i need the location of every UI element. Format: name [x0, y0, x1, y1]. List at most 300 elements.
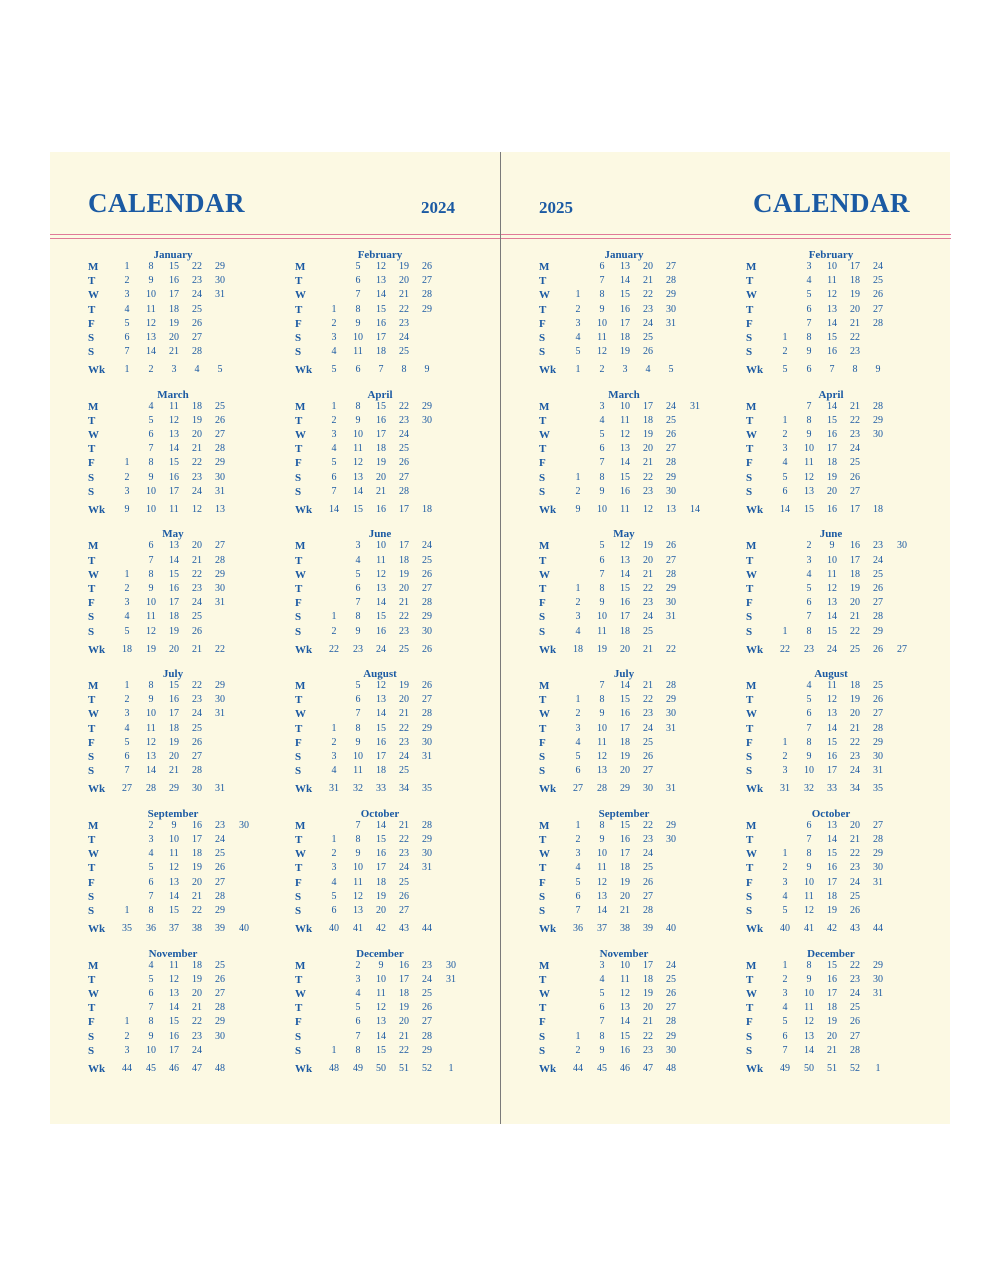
week-number: 4	[645, 364, 651, 376]
day-label: F	[746, 876, 753, 889]
week-label: Wk	[746, 783, 764, 796]
date-cell: 15	[827, 625, 837, 637]
day-row	[539, 471, 719, 485]
month-block	[88, 949, 263, 1079]
week-number: 2	[599, 364, 605, 376]
date-cell: 29	[873, 625, 883, 637]
date-cell: 5	[599, 987, 605, 999]
date-cell: 10	[146, 1044, 156, 1056]
week-number: 52	[850, 1062, 860, 1074]
date-cell: 9	[806, 862, 812, 874]
date-cell: 9	[148, 471, 154, 483]
date-cell: 7	[599, 457, 605, 469]
date-cell: 20	[827, 1030, 837, 1042]
date-cell: 20	[643, 1002, 653, 1014]
date-cell: 23	[399, 414, 409, 426]
day-label: S	[539, 1044, 546, 1057]
day-row	[746, 876, 926, 890]
date-cell: 10	[376, 973, 386, 985]
date-cell: 5	[331, 890, 337, 902]
date-cell: 4	[331, 346, 337, 358]
week-row	[539, 782, 719, 796]
date-cell: 12	[804, 1016, 814, 1028]
date-cell: 18	[827, 890, 837, 902]
day-label: S	[746, 611, 753, 624]
date-cell: 15	[827, 414, 837, 426]
date-cell: 29	[422, 611, 432, 623]
week-row	[539, 643, 719, 657]
date-cell: 14	[827, 722, 837, 734]
date-cell: 30	[422, 414, 432, 426]
month-block	[746, 250, 921, 380]
date-cell: 31	[215, 485, 225, 497]
date-cell: 24	[850, 987, 860, 999]
date-cell: 12	[146, 736, 156, 748]
date-cell: 22	[643, 289, 653, 301]
week-number: 47	[643, 1062, 653, 1074]
date-cell: 29	[873, 414, 883, 426]
date-cell: 26	[643, 751, 653, 763]
day-label: M	[88, 680, 99, 693]
week-number: 50	[376, 1062, 386, 1074]
date-cell: 9	[599, 833, 605, 845]
date-cell: 12	[146, 625, 156, 637]
date-cell: 3	[124, 708, 130, 720]
date-cell: 10	[146, 708, 156, 720]
date-cell: 20	[850, 303, 860, 315]
day-row	[295, 428, 475, 442]
week-number: 40	[329, 923, 339, 935]
month-name: May	[162, 528, 184, 541]
week-number: 40	[780, 923, 790, 935]
date-cell: 2	[782, 751, 788, 763]
date-cell: 7	[806, 833, 812, 845]
day-row	[295, 987, 475, 1001]
date-cell: 30	[422, 736, 432, 748]
date-cell: 20	[643, 261, 653, 272]
day-label: M	[295, 400, 306, 413]
week-row	[88, 922, 268, 936]
month-block	[295, 390, 470, 520]
day-row	[295, 679, 475, 693]
day-row	[746, 414, 926, 428]
date-cell: 26	[422, 568, 432, 580]
date-cell: 25	[643, 736, 653, 748]
month-name: August	[363, 668, 397, 681]
week-row	[295, 1062, 475, 1076]
date-cell: 12	[376, 568, 386, 580]
date-cell: 21	[399, 597, 409, 609]
day-label: S	[746, 751, 753, 764]
date-cell: 23	[850, 346, 860, 358]
date-cell: 23	[643, 708, 653, 720]
planner-spread	[50, 152, 950, 1124]
week-number: 52	[422, 1062, 432, 1074]
date-cell: 3	[355, 540, 361, 552]
day-label: T	[746, 275, 754, 288]
day-row	[746, 568, 926, 582]
day-row	[295, 625, 475, 639]
week-number: 24	[376, 643, 386, 655]
day-label: S	[295, 765, 302, 778]
date-cell: 24	[850, 876, 860, 888]
date-cell: 16	[169, 694, 179, 706]
date-cell: 15	[376, 1044, 386, 1056]
day-row	[539, 736, 719, 750]
date-cell: 29	[666, 289, 676, 301]
date-cell: 6	[806, 303, 812, 315]
date-cell: 31	[666, 611, 676, 623]
day-row	[295, 693, 475, 707]
week-number: 22	[780, 643, 790, 655]
date-cell: 21	[192, 1002, 202, 1014]
day-label: F	[746, 457, 753, 470]
date-cell: 28	[873, 400, 883, 412]
week-row	[746, 363, 926, 377]
date-cell: 25	[215, 400, 225, 412]
date-cell: 6	[599, 443, 605, 455]
date-cell: 14	[376, 819, 386, 831]
date-cell: 15	[827, 332, 837, 343]
day-label: F	[295, 876, 302, 889]
date-cell: 11	[827, 275, 837, 287]
date-cell: 13	[169, 987, 179, 999]
date-cell: 6	[599, 554, 605, 566]
date-cell: 26	[215, 414, 225, 426]
week-number: 46	[620, 1062, 630, 1074]
day-row	[295, 847, 475, 861]
week-number: 49	[780, 1062, 790, 1074]
date-cell: 2	[575, 303, 581, 315]
date-cell: 30	[215, 1030, 225, 1042]
day-label: F	[539, 317, 546, 330]
date-cell: 28	[215, 554, 225, 566]
day-row	[539, 414, 719, 428]
date-cell: 24	[399, 332, 409, 343]
week-label: Wk	[746, 643, 764, 656]
date-cell: 10	[804, 443, 814, 455]
date-cell: 26	[215, 862, 225, 874]
date-cell: 16	[850, 540, 860, 552]
date-cell: 18	[620, 625, 630, 637]
date-cell: 4	[782, 457, 788, 469]
week-number: 45	[597, 1062, 607, 1074]
date-cell: 29	[873, 736, 883, 748]
date-cell: 18	[643, 973, 653, 985]
date-cell: 16	[376, 625, 386, 637]
month-name: August	[814, 668, 848, 681]
week-number: 34	[399, 783, 409, 795]
month-block	[539, 949, 714, 1079]
week-number: 25	[850, 643, 860, 655]
date-cell: 30	[873, 429, 883, 441]
date-cell: 5	[575, 346, 581, 358]
date-cell: 29	[422, 303, 432, 315]
date-cell: 15	[169, 568, 179, 580]
date-cell: 10	[804, 987, 814, 999]
day-label: M	[88, 819, 99, 832]
week-row	[746, 922, 926, 936]
date-cell: 15	[620, 1030, 630, 1042]
date-cell: 2	[124, 694, 130, 706]
week-number: 3	[622, 364, 628, 376]
day-row	[539, 1044, 719, 1058]
date-cell: 9	[806, 973, 812, 985]
date-cell: 19	[376, 890, 386, 902]
week-label: Wk	[539, 1062, 557, 1075]
day-row	[88, 1030, 268, 1044]
month-name: February	[357, 249, 403, 261]
date-cell: 12	[827, 582, 837, 594]
date-cell: 9	[599, 708, 605, 720]
date-cell: 19	[850, 582, 860, 594]
date-cell: 12	[146, 317, 156, 329]
day-row	[746, 890, 926, 904]
date-cell: 25	[666, 414, 676, 426]
date-cell: 12	[804, 471, 814, 483]
date-cell: 19	[643, 429, 653, 441]
date-cell: 6	[355, 582, 361, 594]
day-label: S	[88, 611, 95, 624]
week-number: 33	[376, 783, 386, 795]
day-label: W	[295, 987, 306, 1000]
date-cell: 8	[355, 611, 361, 623]
day-row	[295, 890, 475, 904]
day-row	[746, 471, 926, 485]
date-cell: 30	[666, 833, 676, 845]
date-cell: 22	[643, 471, 653, 483]
date-cell: 13	[169, 876, 179, 888]
date-cell: 25	[422, 987, 432, 999]
day-label: M	[746, 540, 757, 553]
day-row	[88, 679, 268, 693]
date-cell: 11	[804, 457, 814, 469]
week-number: 23	[353, 643, 363, 655]
day-label: T	[88, 833, 96, 846]
day-row	[746, 400, 926, 414]
week-number: 17	[399, 504, 409, 516]
date-cell: 21	[643, 568, 653, 580]
date-cell: 7	[355, 1030, 361, 1042]
date-cell: 18	[376, 876, 386, 888]
day-row	[88, 345, 268, 359]
day-label: S	[295, 346, 302, 359]
date-cell: 16	[192, 819, 202, 831]
date-cell: 4	[806, 680, 812, 692]
date-cell: 8	[599, 289, 605, 301]
week-number: 24	[827, 643, 837, 655]
date-cell: 3	[124, 485, 130, 497]
date-cell: 19	[399, 680, 409, 692]
date-cell: 17	[376, 332, 386, 343]
day-row	[539, 331, 719, 345]
date-cell: 20	[192, 876, 202, 888]
date-cell: 13	[620, 443, 630, 455]
date-cell: 2	[575, 1044, 581, 1056]
date-cell: 17	[620, 611, 630, 623]
day-label: S	[746, 765, 753, 778]
date-cell: 9	[355, 848, 361, 860]
date-cell: 22	[399, 303, 409, 315]
month-name: October	[811, 807, 851, 820]
date-cell: 24	[399, 429, 409, 441]
week-number: 38	[192, 923, 202, 935]
day-row	[539, 596, 719, 610]
date-cell: 2	[148, 819, 154, 831]
day-row	[295, 400, 475, 414]
header-rule	[501, 238, 951, 239]
date-cell: 19	[620, 346, 630, 358]
date-cell: 12	[597, 751, 607, 763]
date-cell: 1	[575, 471, 581, 483]
date-cell: 8	[599, 582, 605, 594]
date-cell: 17	[169, 708, 179, 720]
week-number: 48	[215, 1062, 225, 1074]
day-row	[295, 904, 475, 918]
date-cell: 1	[331, 611, 337, 623]
day-row	[295, 568, 475, 582]
date-cell: 9	[806, 429, 812, 441]
day-label: S	[88, 485, 95, 498]
date-cell: 5	[806, 582, 812, 594]
year-label: 2024	[421, 198, 455, 217]
date-cell: 1	[782, 332, 788, 343]
date-cell: 12	[376, 261, 386, 272]
day-row	[539, 833, 719, 847]
date-cell: 28	[422, 597, 432, 609]
week-label: Wk	[746, 923, 764, 936]
date-cell: 19	[850, 694, 860, 706]
day-label: T	[539, 973, 547, 986]
date-cell: 28	[422, 289, 432, 301]
date-cell: 23	[873, 540, 883, 552]
day-label: W	[746, 429, 757, 442]
date-cell: 29	[215, 904, 225, 916]
date-cell: 14	[376, 597, 386, 609]
month-name: January	[604, 249, 644, 261]
date-cell: 24	[643, 611, 653, 623]
date-cell: 24	[422, 540, 432, 552]
day-row	[88, 890, 268, 904]
day-row	[295, 414, 475, 428]
date-cell: 11	[804, 1002, 814, 1014]
day-label: T	[539, 414, 547, 427]
week-number: 5	[668, 364, 674, 376]
day-row	[746, 736, 926, 750]
date-cell: 28	[873, 722, 883, 734]
day-label: T	[88, 275, 96, 288]
date-cell: 29	[666, 819, 676, 831]
week-number: 1	[875, 1062, 881, 1074]
date-cell: 28	[215, 443, 225, 455]
date-cell: 6	[124, 332, 130, 343]
date-cell: 6	[599, 1002, 605, 1014]
date-cell: 9	[599, 1044, 605, 1056]
day-row	[88, 861, 268, 875]
date-cell: 30	[873, 973, 883, 985]
day-label: S	[88, 471, 95, 484]
date-cell: 31	[422, 751, 432, 763]
date-cell: 9	[599, 485, 605, 497]
date-cell: 15	[376, 722, 386, 734]
date-cell: 27	[422, 582, 432, 594]
day-row	[88, 596, 268, 610]
date-cell: 5	[124, 736, 130, 748]
day-row	[746, 693, 926, 707]
day-row	[539, 876, 719, 890]
week-row	[746, 503, 926, 517]
date-cell: 17	[827, 987, 837, 999]
date-cell: 22	[643, 1030, 653, 1042]
day-label: M	[746, 680, 757, 693]
day-label: F	[746, 597, 753, 610]
date-cell: 1	[124, 1016, 130, 1028]
date-cell: 23	[192, 582, 202, 594]
month-name: July	[613, 668, 635, 681]
day-label: T	[88, 303, 96, 316]
date-cell: 25	[399, 346, 409, 358]
date-cell: 26	[850, 904, 860, 916]
date-cell: 1	[124, 904, 130, 916]
date-cell: 1	[331, 1044, 337, 1056]
week-row	[746, 1062, 926, 1076]
day-label: T	[295, 833, 303, 846]
date-cell: 4	[148, 848, 154, 860]
month-block	[539, 250, 714, 380]
week-number: 35	[122, 923, 132, 935]
date-cell: 10	[353, 751, 363, 763]
day-row	[539, 303, 719, 317]
day-row	[539, 847, 719, 861]
week-number: 15	[804, 504, 814, 516]
day-row	[746, 303, 926, 317]
day-row	[539, 288, 719, 302]
date-cell: 15	[620, 289, 630, 301]
day-row	[746, 274, 926, 288]
date-cell: 29	[422, 1044, 432, 1056]
date-cell: 19	[169, 625, 179, 637]
day-row	[88, 274, 268, 288]
day-label: W	[88, 987, 99, 1000]
date-cell: 10	[353, 429, 363, 441]
day-label: M	[539, 959, 550, 972]
week-number: 18	[122, 643, 132, 655]
date-cell: 31	[446, 973, 456, 985]
day-label: T	[88, 443, 96, 456]
date-cell: 4	[355, 554, 361, 566]
date-cell: 2	[124, 471, 130, 483]
date-cell: 28	[643, 904, 653, 916]
date-cell: 6	[148, 429, 154, 441]
day-row	[746, 485, 926, 499]
date-cell: 16	[169, 275, 179, 287]
day-row	[746, 554, 926, 568]
date-cell: 16	[376, 736, 386, 748]
date-cell: 24	[666, 959, 676, 971]
date-cell: 16	[376, 317, 386, 329]
day-label: S	[746, 471, 753, 484]
day-label: F	[295, 597, 302, 610]
date-cell: 17	[850, 261, 860, 272]
day-row	[88, 764, 268, 778]
date-cell: 23	[643, 485, 653, 497]
date-cell: 5	[599, 540, 605, 552]
date-cell: 14	[146, 346, 156, 358]
date-cell: 29	[873, 959, 883, 971]
date-cell: 17	[643, 959, 653, 971]
date-cell: 16	[620, 303, 630, 315]
day-row	[746, 679, 926, 693]
